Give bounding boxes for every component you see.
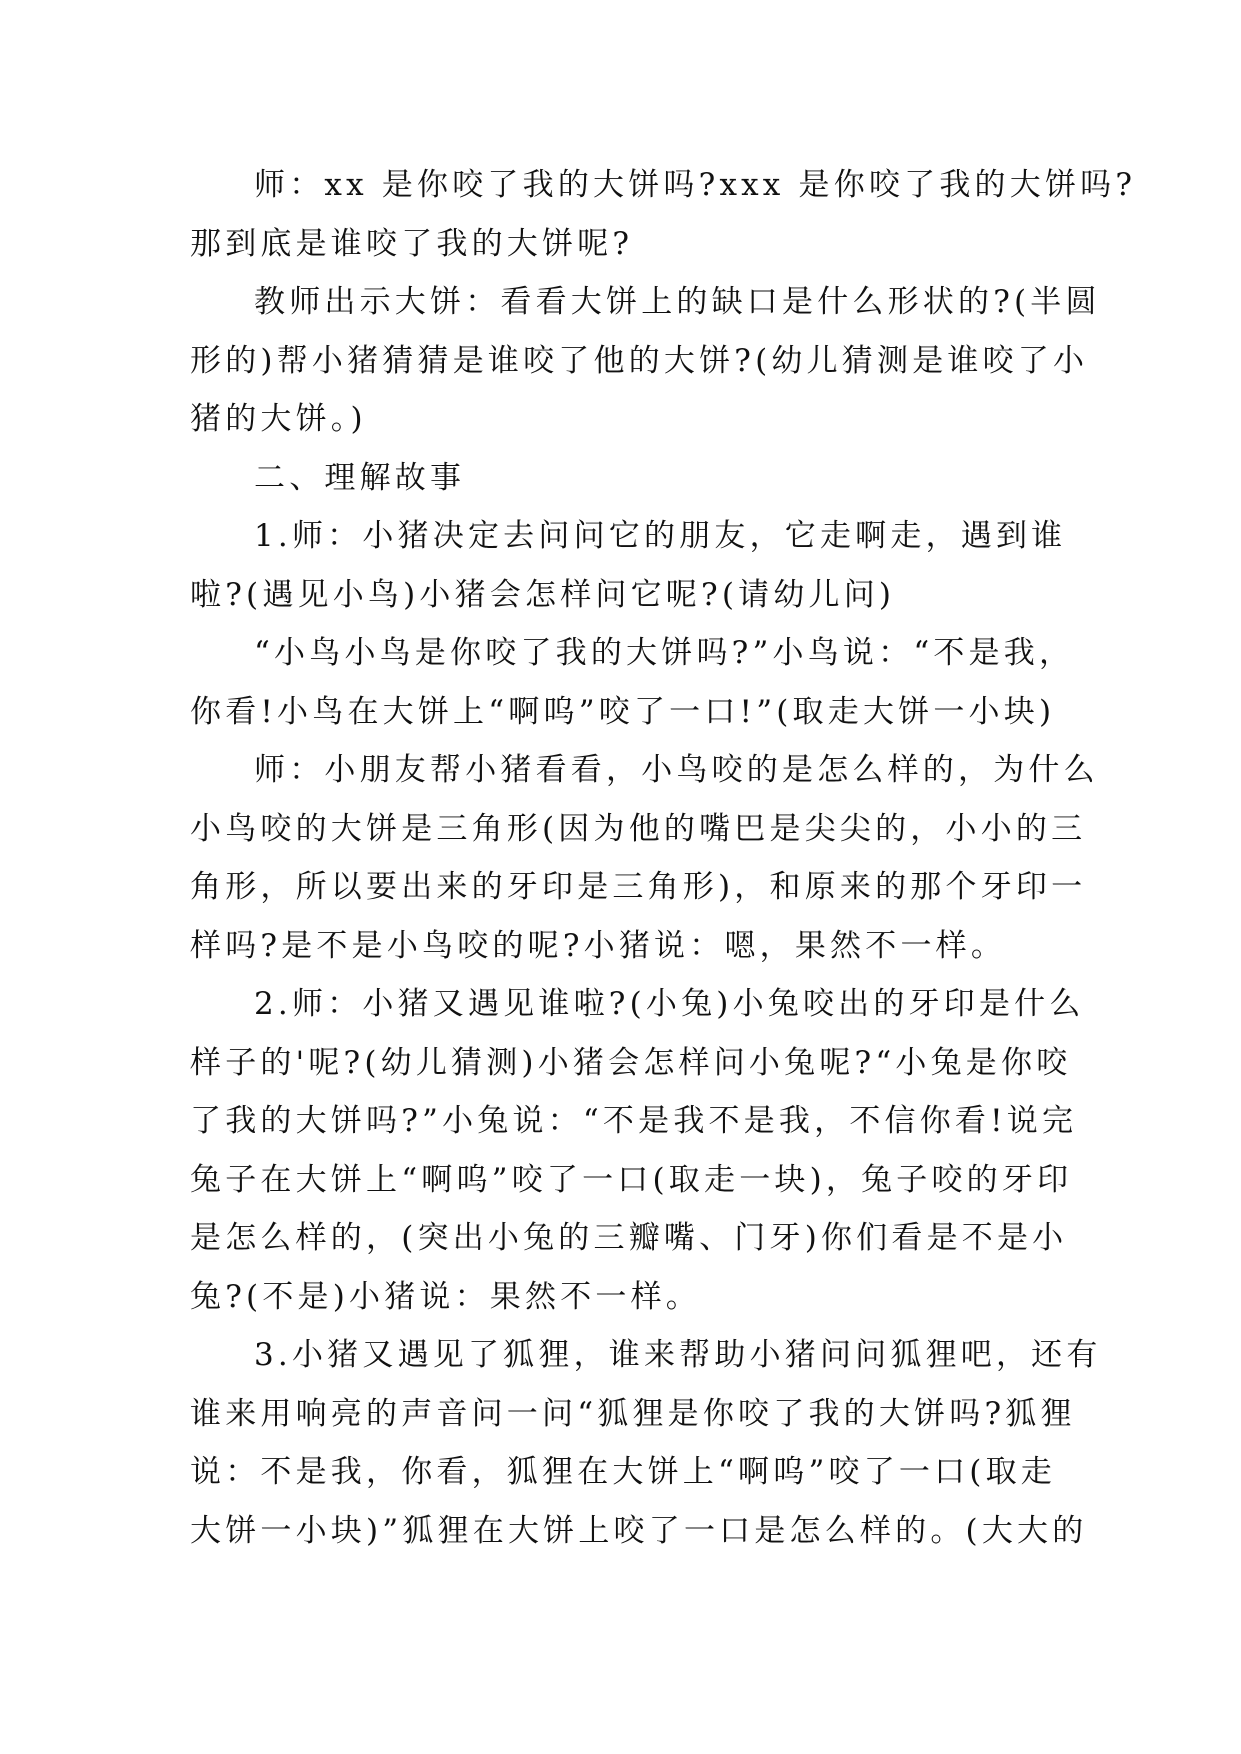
- paragraph-line: 3.小猪又遇见了狐狸，谁来帮助小猪问问狐狸吧，还有: [254, 1337, 1102, 1373]
- paragraph-line: 师：小朋友帮小猪看看，小鸟咬的是怎么样的，为什么: [254, 752, 1099, 788]
- paragraph-line: 啦?(遇见小鸟)小猪会怎样问它呢?(请幼儿问): [190, 576, 896, 613]
- paragraph-line: 角形，所以要出来的牙印是三角形)，和原来的那个牙印一: [190, 869, 1087, 905]
- paragraph-line: 大饼一小块)”狐狸在大饼上咬了一口是怎么样的。(大大的: [190, 1512, 1088, 1549]
- paragraph-line: 了我的大饼吗?”小兔说：“不是我不是我，不信你看!说完: [190, 1103, 1078, 1139]
- paragraph-line: 兔?(不是)小猪说：果然不一样。: [190, 1278, 702, 1315]
- paragraph-line: 兔子在大饼上“啊呜”咬了一口(取走一块)，兔子咬的牙印: [190, 1161, 1073, 1198]
- paragraph-line: 小鸟咬的大饼是三角形(因为他的嘴巴是尖尖的，小小的三: [190, 810, 1087, 847]
- paragraph-line: 师：xx 是你咬了我的大饼吗?xxx 是你咬了我的大饼吗?: [254, 167, 1137, 203]
- paragraph-line: “小鸟小鸟是你咬了我的大饼吗?”小鸟说：“不是我，: [254, 635, 1075, 671]
- paragraph-line: 说：不是我，你看，狐狸在大饼上“啊呜”咬了一口(取走: [190, 1454, 1056, 1490]
- paragraph-line: 是怎么样的，(突出小兔的三瓣嘴、门牙)你们看是不是小: [190, 1220, 1068, 1256]
- paragraph-line: 谁来用响亮的声音问一问“狐狸是你咬了我的大饼吗?狐狸: [190, 1395, 1076, 1432]
- paragraph-line: 那到底是谁咬了我的大饼呢?: [190, 225, 634, 262]
- paragraph-line: 样吗?是不是小鸟咬的呢?小猪说：嗯，果然不一样。: [190, 927, 1007, 964]
- paragraph-line: 样子的'呢?(幼儿猜测)小猪会怎样问小兔呢?“小兔是你咬: [190, 1044, 1072, 1081]
- paragraph-line: 你看!小鸟在大饼上“啊呜”咬了一口!”(取走大饼一小块): [190, 693, 1056, 730]
- paragraph-line: 2.师：小猪又遇见谁啦?(小兔)小兔咬出的牙印是什么: [254, 986, 1085, 1022]
- paragraph-line: 教师出示大饼：看看大饼上的缺口是什么形状的?(半圆: [254, 284, 1101, 320]
- paragraph-line: 1.师：小猪决定去问问它的朋友，它走啊走，遇到谁: [254, 518, 1067, 554]
- paragraph-line: 猪的大饼。): [190, 401, 367, 437]
- paragraph-line: 形的)帮小猪猜猜是谁咬了他的大饼?(幼儿猜测是谁咬了小: [190, 342, 1089, 379]
- section-heading: 二、理解故事: [254, 459, 466, 496]
- document-body: [190, 156, 1137, 1560]
